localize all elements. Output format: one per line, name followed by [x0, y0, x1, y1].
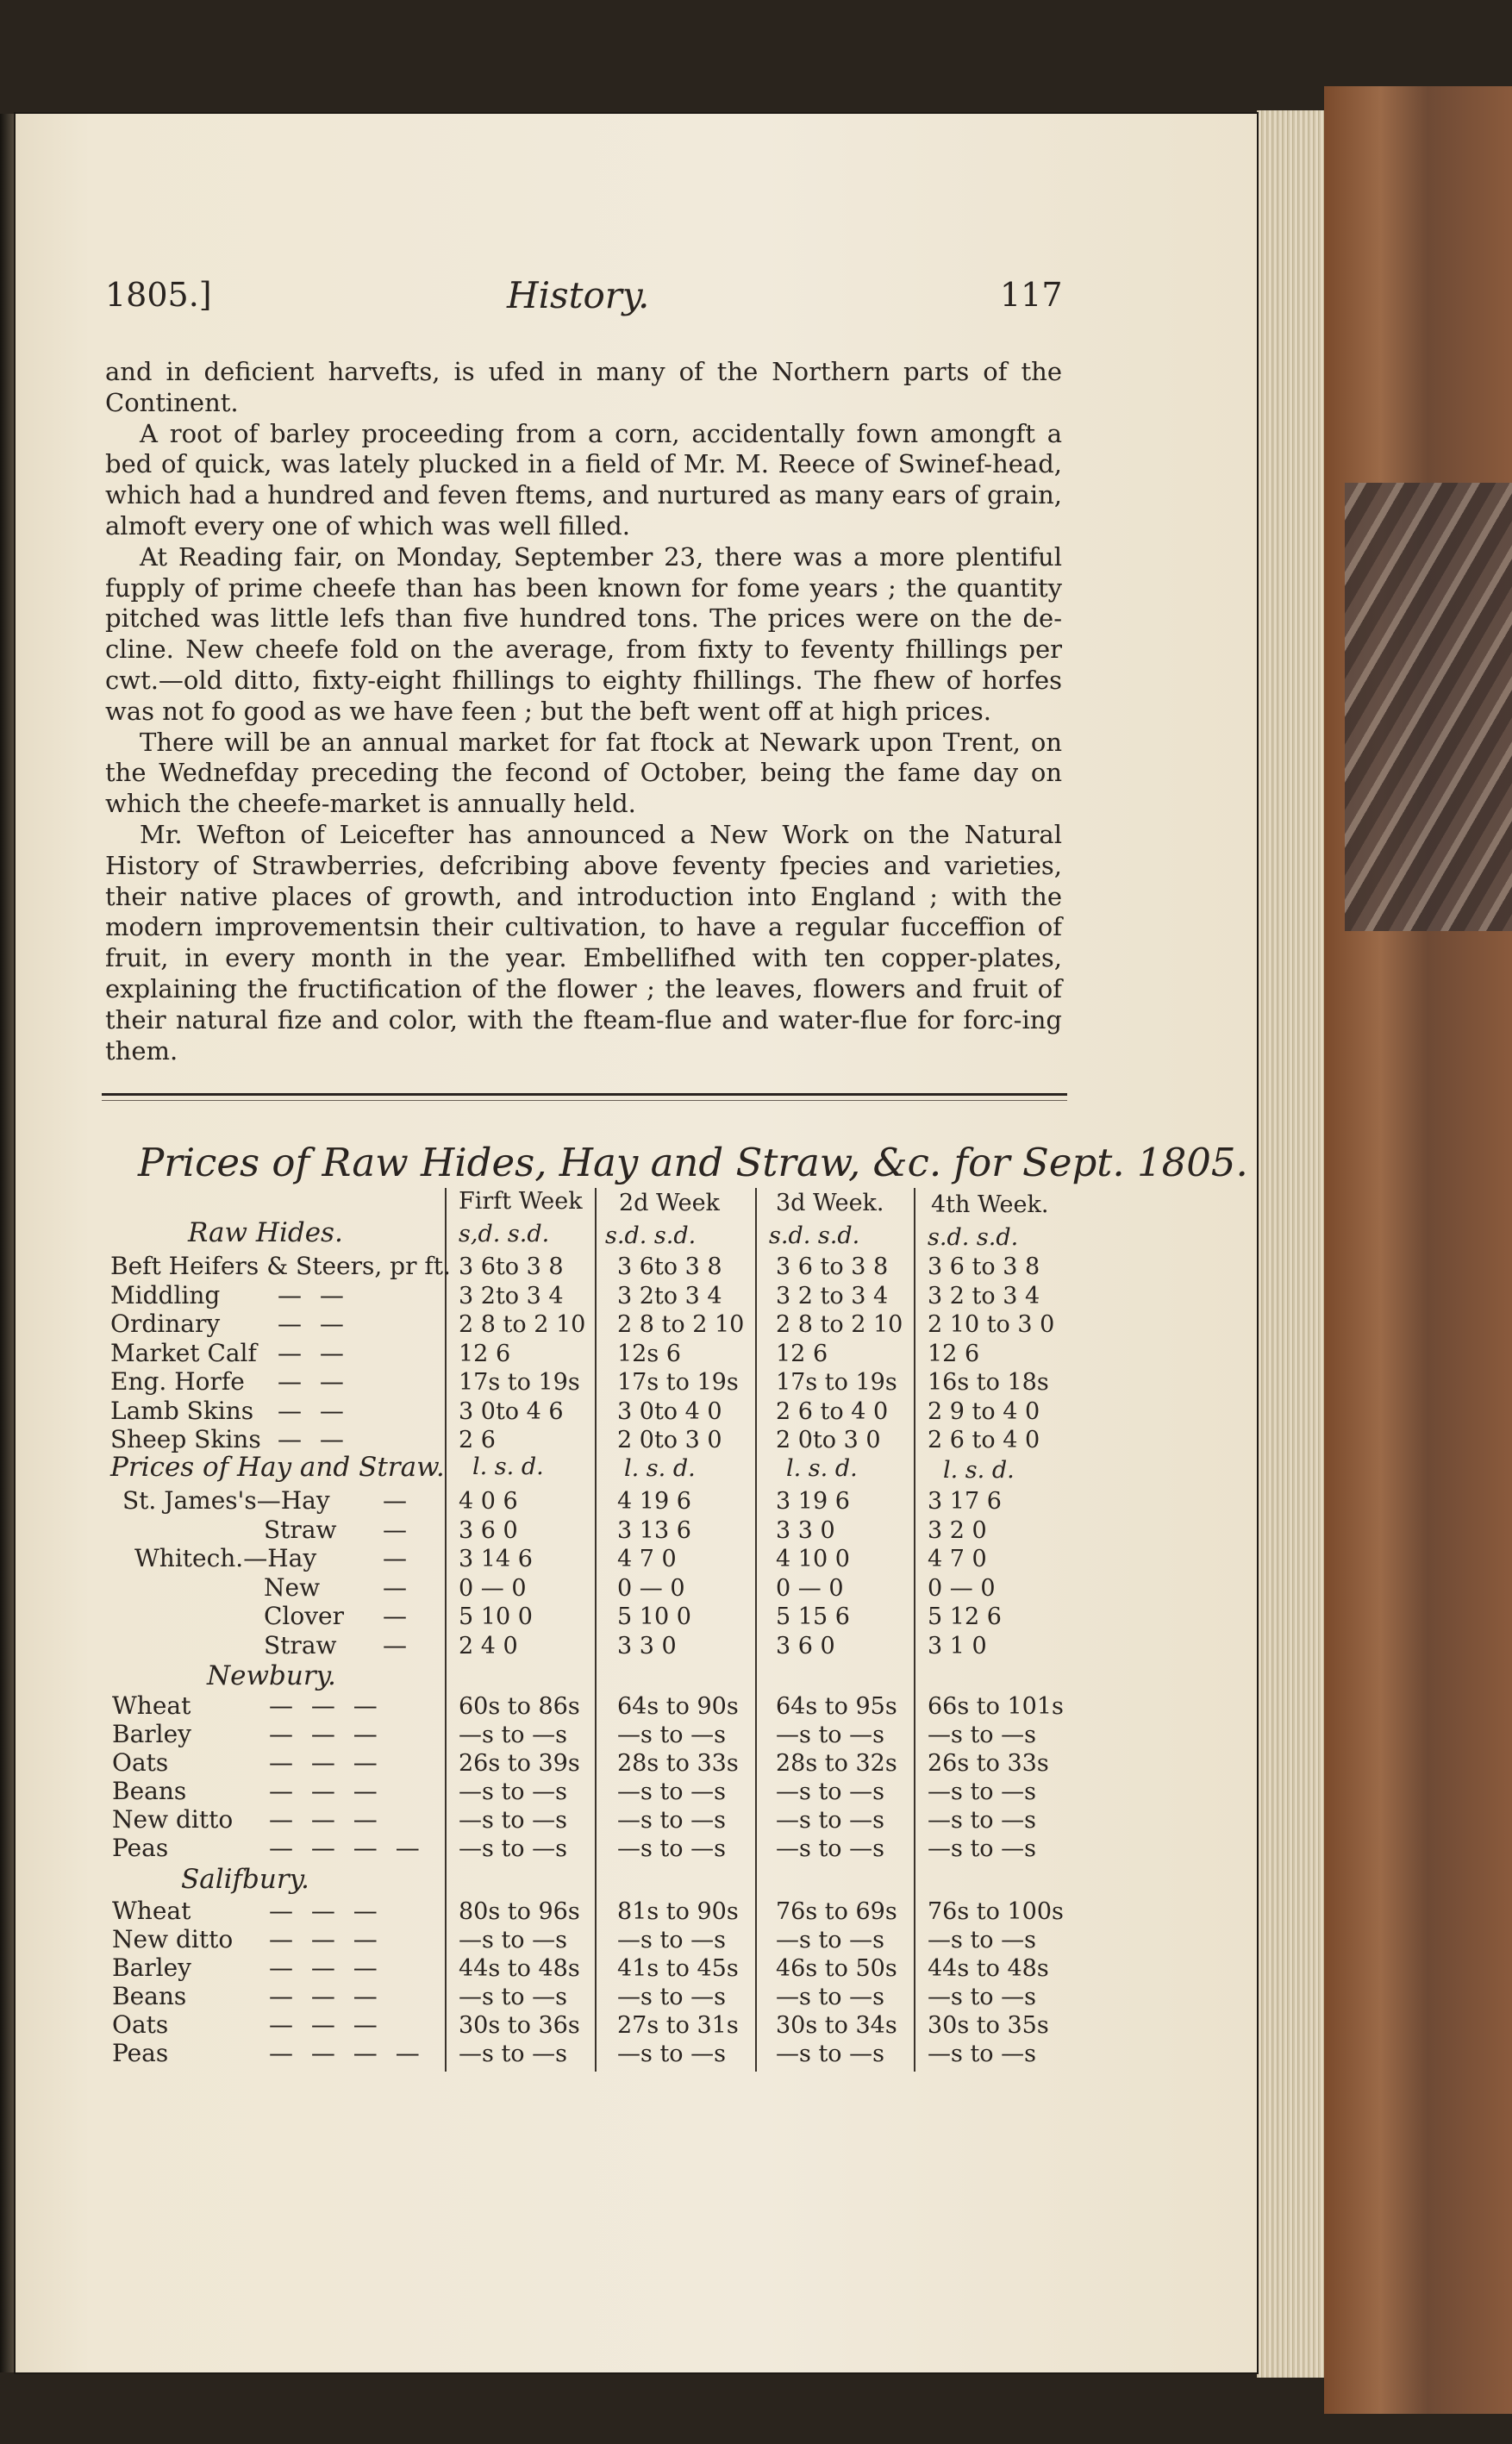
- section-rule: [102, 1093, 1067, 1096]
- row-label: Market Calf: [110, 1338, 257, 1367]
- table-cell-week-4: 26s to 33s: [928, 1750, 1049, 1777]
- paragraph-1: and in deficient harvefts, is ufed in many of the Northern parts of the Continent.: [105, 357, 1062, 417]
- unit-sd-1: s,d. s.d.: [459, 1221, 550, 1247]
- table-cell-week-2: 3 3 0: [617, 1632, 677, 1660]
- table-cell-week-2: 2 0to 3 0: [617, 1427, 722, 1453]
- table-cell-week-2: —s to —s: [617, 1835, 726, 1862]
- table-cell-week-2: 17s to 19s: [617, 1369, 739, 1396]
- table-cell-week-4: —s to —s: [928, 1927, 1036, 1953]
- leader-dashes: — — —: [269, 1720, 383, 1748]
- leader-dashes: — —: [278, 1367, 349, 1396]
- leader-dashes: — —: [278, 1338, 349, 1367]
- row-label: New ditto: [112, 1925, 234, 1953]
- row-label: Eng. Horfe: [110, 1367, 245, 1396]
- body-text: [105, 357, 1062, 1066]
- page-number: 117: [1000, 276, 1063, 314]
- unit-lsd-1: l. s. d.: [472, 1453, 544, 1480]
- table-title: Prices of Raw Hides, Hay and Straw, &c. for Sept. 1805.: [138, 1140, 1248, 1185]
- leader-dashes: — —: [278, 1425, 349, 1453]
- leader-dashes: —: [383, 1544, 412, 1572]
- table-cell-week-3: 3 19 6: [776, 1488, 850, 1515]
- table-cell-week-4: 3 6 to 3 8: [928, 1253, 1040, 1280]
- unit-sd-4: s.d. s.d.: [928, 1224, 1019, 1251]
- leader-dashes: — — —: [269, 1691, 383, 1720]
- table-cell-week-2: 81s to 90s: [617, 1898, 739, 1925]
- running-header-section: History.: [507, 274, 650, 316]
- table-cell-week-1: 3 2to 3 4: [459, 1282, 564, 1310]
- table-cell-week-1: —s to —s: [459, 1984, 567, 2010]
- table-cell-week-4: 2 10 to 3 0: [928, 1311, 1055, 1338]
- leader-dashes: — — — —: [269, 1834, 425, 1862]
- table-cell-week-3: —s to —s: [776, 1927, 884, 1953]
- row-label: Straw: [264, 1515, 337, 1544]
- table-cell-week-1: 26s to 39s: [459, 1750, 580, 1777]
- row-label: Beans: [112, 1777, 187, 1805]
- row-label: Wheat: [112, 1691, 191, 1720]
- table-cell-week-4: 2 6 to 4 0: [928, 1427, 1040, 1453]
- leader-dashes: —: [383, 1630, 412, 1660]
- row-label: New: [264, 1572, 321, 1602]
- table-cell-week-4: 12 6: [928, 1340, 980, 1367]
- table-cell-week-2: 4 19 6: [617, 1488, 691, 1515]
- leader-dashes: —: [383, 1572, 412, 1602]
- table-cell-week-2: 28s to 33s: [617, 1750, 739, 1777]
- table-cell-week-4: —s to —s: [928, 1807, 1036, 1834]
- unit-lsd-3: l. s. d.: [786, 1455, 858, 1482]
- table-cell-week-2: —s to —s: [617, 1807, 726, 1834]
- table-cell-week-4: 44s to 48s: [928, 1955, 1049, 1982]
- table-cell-week-4: —s to —s: [928, 1722, 1036, 1748]
- unit-sd-2: s.d. s.d.: [605, 1222, 697, 1249]
- table-cell-week-1: 44s to 48s: [459, 1955, 580, 1982]
- leader-dashes: — — —: [269, 1748, 383, 1777]
- row-label: Wheat: [112, 1897, 191, 1925]
- row-label: Beft Heifers & Steers, pr ft.: [110, 1252, 451, 1280]
- table-cell-week-4: —s to —s: [928, 1835, 1036, 1862]
- book-cover-edge: [1324, 86, 1512, 2414]
- table-cell-week-1: 17s to 19s: [459, 1369, 580, 1396]
- table-cell-week-1: 2 4 0: [459, 1632, 518, 1660]
- table-cell-week-2: 5 10 0: [617, 1603, 691, 1630]
- row-label: Whitech.—Hay: [134, 1544, 317, 1572]
- table-cell-week-1: 3 0to 4 6: [459, 1397, 564, 1425]
- paragraph-4: There will be an annual market for fat ftock at Newark upon Trent, on the Wednefday preceding the fecond of October, being the fame day on which the cheefe-market is annually held.: [105, 727, 1062, 819]
- table-cell-week-2: 12s 6: [617, 1340, 681, 1367]
- table-cell-week-2: 0 — 0: [617, 1574, 685, 1602]
- table-cell-week-3: 3 6 0: [776, 1632, 835, 1660]
- table-cell-week-3: 4 10 0: [776, 1546, 850, 1572]
- table-cell-week-3: 2 6 to 4 0: [776, 1397, 889, 1425]
- table-cell-week-3: 3 2 to 3 4: [776, 1282, 889, 1310]
- table-cell-week-2: 3 0to 4 0: [617, 1397, 722, 1425]
- section-newbury: Newbury.: [207, 1660, 336, 1691]
- table-cell-week-2: —s to —s: [617, 1984, 726, 2010]
- leader-dashes: —: [383, 1602, 412, 1630]
- paragraph-3: At Reading fair, on Monday, September 23, there was a more plentiful fupply of prime cheefe than has been known for fome years ; the quantity pitched was little lefs than five hundred tons. The prices were on the de-cline. New cheefe fold on the average, from fixty to feventy fhillings per cwt.—old ditto, fixty-eight fhillings to eighty fhillings. The fhew of horfes was not fo good as we have feen ; but the beft went off at high prices.: [105, 541, 1062, 726]
- section-salisbury: Salifbury.: [181, 1864, 309, 1895]
- table-cell-week-2: 27s to 31s: [617, 2012, 739, 2039]
- table-cell-week-2: 41s to 45s: [617, 1955, 739, 1982]
- table-cell-week-3: —s to —s: [776, 1835, 884, 1862]
- leader-dashes: — —: [278, 1280, 349, 1310]
- paragraph-2: A root of barley proceeding from a corn, accidentally fown amongft a bed of quick, was lately plucked in a field of Mr. M. Reece of Swinef-head, which had a hundred and feven ftems, and nurtured as many ears of grain, almoft every one of which was well filled.: [105, 418, 1062, 541]
- column-header-week-4: 4th Week.: [931, 1191, 1049, 1218]
- unit-lsd-4: l. s. d.: [943, 1457, 1015, 1484]
- table-cell-week-4: 3 2 to 3 4: [928, 1282, 1040, 1310]
- table-cell-week-1: —s to —s: [459, 1778, 567, 1805]
- table-cell-week-3: 64s to 95s: [776, 1693, 897, 1720]
- column-header-week-3: 3d Week.: [776, 1190, 884, 1216]
- table-cell-week-4: 5 12 6: [928, 1603, 1002, 1630]
- table-cell-week-4: —s to —s: [928, 2041, 1036, 2067]
- table-cell-week-1: 2 8 to 2 10: [459, 1311, 586, 1338]
- table-cell-week-2: —s to —s: [617, 1722, 726, 1748]
- row-label: Middling: [110, 1280, 221, 1310]
- table-cell-week-1: 30s to 36s: [459, 2012, 580, 2039]
- table-cell-week-1: 4 0 6: [459, 1488, 518, 1515]
- table-cell-week-4: 16s to 18s: [928, 1369, 1049, 1396]
- row-label: Clover: [264, 1602, 345, 1630]
- section-hay-straw: Prices of Hay and Straw.: [110, 1452, 445, 1483]
- table-cell-week-1: 3 14 6: [459, 1546, 533, 1572]
- marbled-endpaper: [1345, 483, 1512, 931]
- leader-dashes: — —: [278, 1396, 349, 1425]
- table-cell-week-3: —s to —s: [776, 1984, 884, 2010]
- table-cell-week-3: 46s to 50s: [776, 1955, 897, 1982]
- table-cell-week-2: —s to —s: [617, 1927, 726, 1953]
- table-cell-week-3: 0 — 0: [776, 1574, 844, 1602]
- column-rule-3: [755, 1188, 757, 2072]
- table-cell-week-2: 2 8 to 2 10: [617, 1311, 745, 1338]
- leader-dashes: — — —: [269, 2010, 383, 2039]
- leader-dashes: — — —: [269, 1805, 383, 1834]
- row-label: Straw: [264, 1630, 337, 1660]
- table-cell-week-2: 4 7 0: [617, 1546, 677, 1572]
- leader-dashes: — — — —: [269, 2039, 425, 2067]
- table-cell-week-4: 0 — 0: [928, 1574, 996, 1602]
- table-cell-week-2: 64s to 90s: [617, 1693, 739, 1720]
- section-rule-thin: [102, 1100, 1067, 1101]
- table-cell-week-4: 30s to 35s: [928, 2012, 1049, 2039]
- leader-dashes: — —: [278, 1310, 349, 1338]
- table-cell-week-1: 3 6 0: [459, 1516, 518, 1544]
- table-cell-week-3: 28s to 32s: [776, 1750, 897, 1777]
- leader-dashes: — — —: [269, 1982, 383, 2010]
- table-cell-week-1: —s to —s: [459, 1807, 567, 1834]
- row-label: Oats: [112, 2010, 169, 2039]
- table-cell-week-4: 76s to 100s: [928, 1898, 1064, 1925]
- leader-dashes: — — —: [269, 1953, 383, 1982]
- row-label: Beans: [112, 1982, 187, 2010]
- table-cell-week-4: 3 1 0: [928, 1632, 987, 1660]
- row-label: Peas: [112, 2039, 169, 2067]
- leader-dashes: — — —: [269, 1777, 383, 1805]
- paragraph-5: Mr. Wefton of Leicefter has announced a New Work on the Natural History of Strawberries, defcribing above feventy fpecies and varieties, their native places of growth, and introduction into England ; with the modern improvementsin their cultivation, to have a regular fucceffion of fruit, in every month in the year. Embellifhed with ten copper-plates, explaining the fructification of the flower ; the leaves, flowers and fruit of their natural fize and color, with the fteam-flue and water-flue for forc-ing them.: [105, 819, 1062, 1066]
- table-cell-week-1: 5 10 0: [459, 1603, 533, 1630]
- table-cell-week-1: 2 6: [459, 1427, 496, 1453]
- section-raw-hides: Raw Hides.: [188, 1217, 343, 1248]
- unit-sd-3: s.d. s.d.: [769, 1222, 860, 1249]
- table-cell-week-3: 2 0to 3 0: [776, 1427, 881, 1453]
- table-cell-week-2: 3 13 6: [617, 1516, 691, 1544]
- table-cell-week-3: 17s to 19s: [776, 1369, 897, 1396]
- row-label: Lamb Skins: [110, 1396, 254, 1425]
- row-label: Peas: [112, 1834, 169, 1862]
- column-rule-4: [914, 1188, 915, 2072]
- column-rule-2: [595, 1188, 597, 2072]
- table-cell-week-4: 2 9 to 4 0: [928, 1397, 1040, 1425]
- table-cell-week-1: 0 — 0: [459, 1574, 527, 1602]
- table-cell-week-4: 66s to 101s: [928, 1693, 1064, 1720]
- table-cell-week-4: —s to —s: [928, 1984, 1036, 2010]
- row-label: Ordinary: [110, 1310, 221, 1338]
- leader-dashes: — — —: [269, 1897, 383, 1925]
- table-cell-week-3: —s to —s: [776, 1778, 884, 1805]
- table-cell-week-1: 12 6: [459, 1340, 511, 1367]
- table-cell-week-1: —s to —s: [459, 1722, 567, 1748]
- table-cell-week-2: 3 6to 3 8: [617, 1253, 722, 1280]
- table-cell-week-4: —s to —s: [928, 1778, 1036, 1805]
- leader-dashes: —: [383, 1486, 412, 1515]
- table-cell-week-2: —s to —s: [617, 1778, 726, 1805]
- row-label: Barley: [112, 1720, 191, 1748]
- table-cell-week-3: 3 6 to 3 8: [776, 1253, 889, 1280]
- row-label: New ditto: [112, 1805, 234, 1834]
- table-cell-week-1: 80s to 96s: [459, 1898, 580, 1925]
- page-fore-edge: [1257, 110, 1324, 2378]
- table-cell-week-4: 4 7 0: [928, 1546, 987, 1572]
- running-header-year: 1805.]: [105, 276, 212, 314]
- table-cell-week-3: —s to —s: [776, 1722, 884, 1748]
- table-cell-week-4: 3 2 0: [928, 1516, 987, 1544]
- table-cell-week-3: 2 8 to 2 10: [776, 1311, 903, 1338]
- table-cell-week-1: 3 6to 3 8: [459, 1253, 564, 1280]
- table-cell-week-2: 3 2to 3 4: [617, 1282, 722, 1310]
- table-cell-week-1: 60s to 86s: [459, 1693, 580, 1720]
- leader-dashes: —: [383, 1515, 412, 1544]
- column-header-week-1: Firft Week: [459, 1188, 583, 1215]
- row-label: Barley: [112, 1953, 191, 1982]
- table-cell-week-1: —s to —s: [459, 1927, 567, 1953]
- table-cell-week-3: 12 6: [776, 1340, 828, 1367]
- table-cell-week-3: 30s to 34s: [776, 2012, 897, 2039]
- table-cell-week-3: —s to —s: [776, 1807, 884, 1834]
- table-cell-week-1: —s to —s: [459, 1835, 567, 1862]
- table-cell-week-3: 3 3 0: [776, 1516, 835, 1544]
- row-label: Oats: [112, 1748, 169, 1777]
- table-cell-week-3: 5 15 6: [776, 1603, 850, 1630]
- table-cell-week-3: —s to —s: [776, 2041, 884, 2067]
- table-cell-week-1: —s to —s: [459, 2041, 567, 2067]
- row-label: St. James's—Hay: [122, 1486, 330, 1515]
- row-label: Sheep Skins: [110, 1425, 261, 1453]
- table-cell-week-4: 3 17 6: [928, 1488, 1002, 1515]
- table-cell-week-3: 76s to 69s: [776, 1898, 897, 1925]
- column-rule-1: [445, 1188, 447, 2072]
- leader-dashes: — — —: [269, 1925, 383, 1953]
- unit-lsd-2: l. s. d.: [624, 1455, 696, 1482]
- column-header-week-2: 2d Week: [619, 1190, 720, 1216]
- table-cell-week-2: —s to —s: [617, 2041, 726, 2067]
